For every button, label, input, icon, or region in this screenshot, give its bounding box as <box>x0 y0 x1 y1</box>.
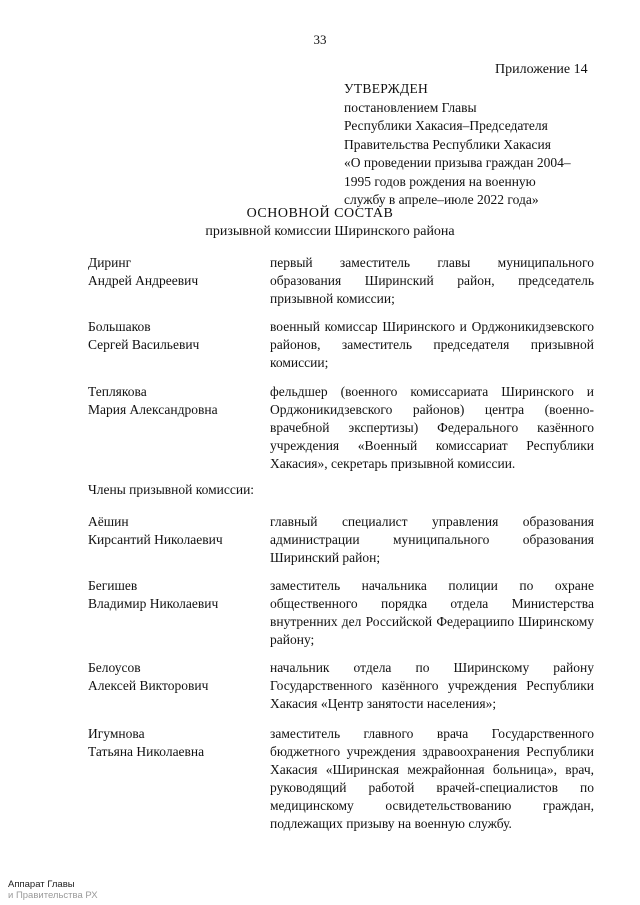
approval-line: постановлением Главы <box>344 99 477 115</box>
given-names: Владимир Николаевич <box>88 596 219 611</box>
approval-line: Правительства Республики Хакасия <box>344 136 551 152</box>
approval-heading: УТВЕРЖДЕН <box>344 81 429 96</box>
person-name <box>88 659 258 695</box>
footer-stamp <box>8 879 98 901</box>
person-name <box>88 318 258 354</box>
person-role: фельдшер (военного комиссариата Ширинского и Орджоникидзевского районов) центра (военно-врачебной экспертизы) Федерального казённого учреждения «Военный комиссариат Республики Хакасия», секретарь призывной комиссии. <box>270 384 594 471</box>
surname: Теплякова <box>88 384 147 399</box>
approval-block <box>344 80 604 210</box>
person-name <box>88 254 258 290</box>
person-name <box>88 513 258 549</box>
surname: Диринг <box>88 255 132 270</box>
approval-line: «О проведении призыва граждан 2004– <box>344 155 571 170</box>
given-names: Алексей Викторович <box>88 678 209 693</box>
person-name <box>88 383 258 419</box>
person-role: военный комиссар Ширинского и Орджоникидзевского районов, заместитель председателя призывной комиссии; <box>270 319 594 370</box>
surname: Бегишев <box>88 578 138 593</box>
surname: Аёшин <box>88 514 129 529</box>
person-role: главный специалист управления образования администрации муниципального образования Ширинский район; <box>270 514 594 565</box>
footer-line: Аппарат Главы <box>8 879 75 890</box>
approval-line: службу в апреле–июле 2022 года» <box>344 192 539 207</box>
given-names: Андрей Андреевич <box>88 273 199 288</box>
person-role: заместитель главного врача Государственного бюджетного учреждения здравоохранения Республики Хакасия «Ширинская межрайонная больница», врач, руководящий работой врачей-специалистов по медицинскому освидетельствованию граждан, подлежащих призыву на военную службу. <box>270 726 594 831</box>
surname: Большаков <box>88 319 151 334</box>
given-names: Кирсантий Николаевич <box>88 532 223 547</box>
footer-line: и Правительства РХ <box>8 890 98 901</box>
appendix-label: Приложение 14 <box>495 62 588 77</box>
surname: Белоусов <box>88 660 141 675</box>
person-name <box>88 725 258 761</box>
given-names: Мария Александровна <box>88 402 218 417</box>
person-name <box>88 577 258 613</box>
given-names: Сергей Васильевич <box>88 337 200 352</box>
document-subtitle: призывной комиссии Ширинского района <box>205 224 455 239</box>
members-heading: Члены призывной комиссии: <box>88 482 255 497</box>
surname: Игумнова <box>88 726 145 741</box>
person-role: первый заместитель главы муниципального образования Ширинский район, председатель призывной комиссии; <box>270 255 594 306</box>
person-role: начальник отдела по Ширинскому району Государственного казённого учреждения Республики Хакасия «Центр занятости населения»; <box>270 660 594 711</box>
approval-line: Республики Хакасия–Председателя <box>344 118 548 133</box>
approval-line: 1995 годов рождения на военную <box>344 173 536 189</box>
page-number: 33 <box>313 32 327 47</box>
given-names: Татьяна Николаевна <box>88 744 205 759</box>
person-role: заместитель начальника полиции по охране общественного порядка отдела Министерства внутренних дел Российской Федерациипо Ширинскому району; <box>270 578 594 647</box>
document-title: ОСНОВНОЙ СОСТАВ <box>246 206 394 221</box>
